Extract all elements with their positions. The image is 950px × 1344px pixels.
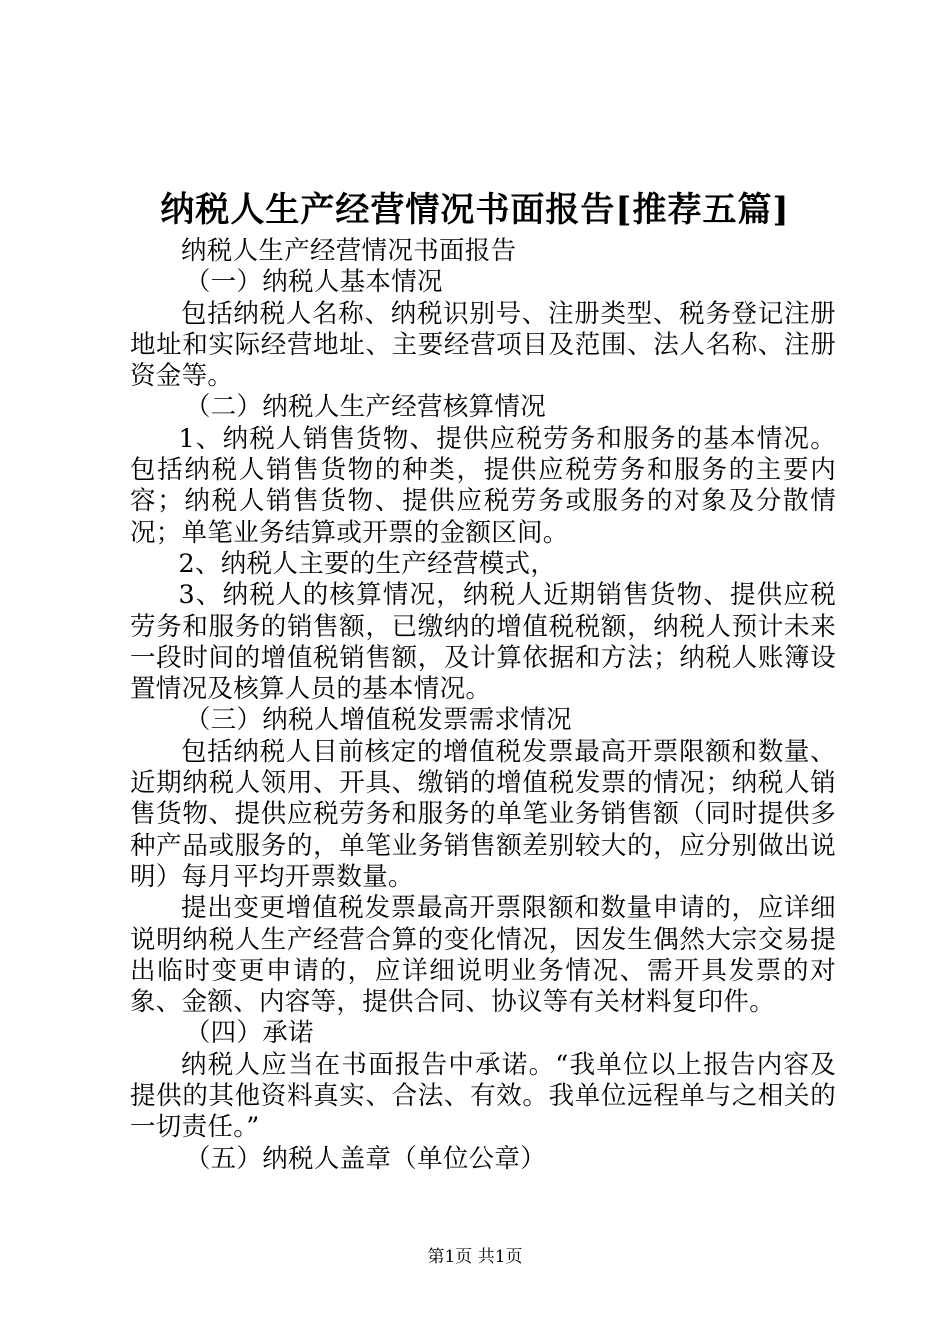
paragraph-subtitle: 纳税人生产经营情况书面报告 [181, 236, 517, 266]
section-heading-5: （五）纳税人盖章（单位公章） [184, 1143, 547, 1174]
document-body [130, 236, 836, 1175]
section-heading-1: （一）纳税人基本情况 [184, 267, 443, 298]
section-heading-3: （三）纳税人增值税发票需求情况 [184, 705, 572, 736]
section-heading-4: （四）承诺 [184, 1018, 314, 1049]
numbered-paragraph-1: 1、纳税人销售货物、提供应税劳务和服务的基本情况。包括纳税人销售货物的种类，提供应税劳务和服务的主要内容；纳税人销售货物、提供应税劳务或服务的对象及分散情况；单笔业务结算或开票的金额区间。 [130, 423, 836, 548]
numbered-paragraph-2: 2、纳税人主要的生产经营模式， [178, 548, 557, 579]
paragraph: 纳税人应当在书面报告中承诺。“我单位以上报告内容及提供的其他资料真实、合法、有效。我单位远程单与之相关的一切责任。” [130, 1049, 836, 1143]
paragraph: 提出变更增值税发票最高开票限额和数量申请的，应详细说明纳税人生产经营合算的变化情况，因发生偶然大宗交易提出临时变更申请的，应详细说明业务情况、需开具发票的对象、金额、内容等，提供合同、协议等有关材料复印件。 [130, 893, 836, 1018]
numbered-paragraph-3: 3、纳税人的核算情况，纳税人近期销售货物、提供应税劳务和服务的销售额，已缴纳的增值税税额，纳税人预计未来一段时间的增值税销售额，及计算依据和方法；纳税人账簿设置情况及核算人员的基本情况。 [130, 580, 836, 705]
section-heading-2: （二）纳税人生产经营核算情况 [184, 392, 547, 423]
page-footer: 第1页 共1页 [427, 1247, 523, 1267]
paragraph: 包括纳税人目前核定的增值税发票最高开票限额和数量、近期纳税人领用、开具、缴销的增值税发票的情况；纳税人销售货物、提供应税劳务和服务的单笔业务销售额（同时提供多种产品或服务的，单笔业务销售额差别较大的，应分别做出说明）每月平均开票数量。 [130, 736, 836, 892]
document-title: 纳税人生产经营情况书面报告[推荐五篇] [160, 190, 790, 230]
paragraph: 包括纳税人名称、纳税识别号、注册类型、税务登记注册地址和实际经营地址、主要经营项目及范围、法人名称、注册资金等。 [130, 298, 836, 392]
